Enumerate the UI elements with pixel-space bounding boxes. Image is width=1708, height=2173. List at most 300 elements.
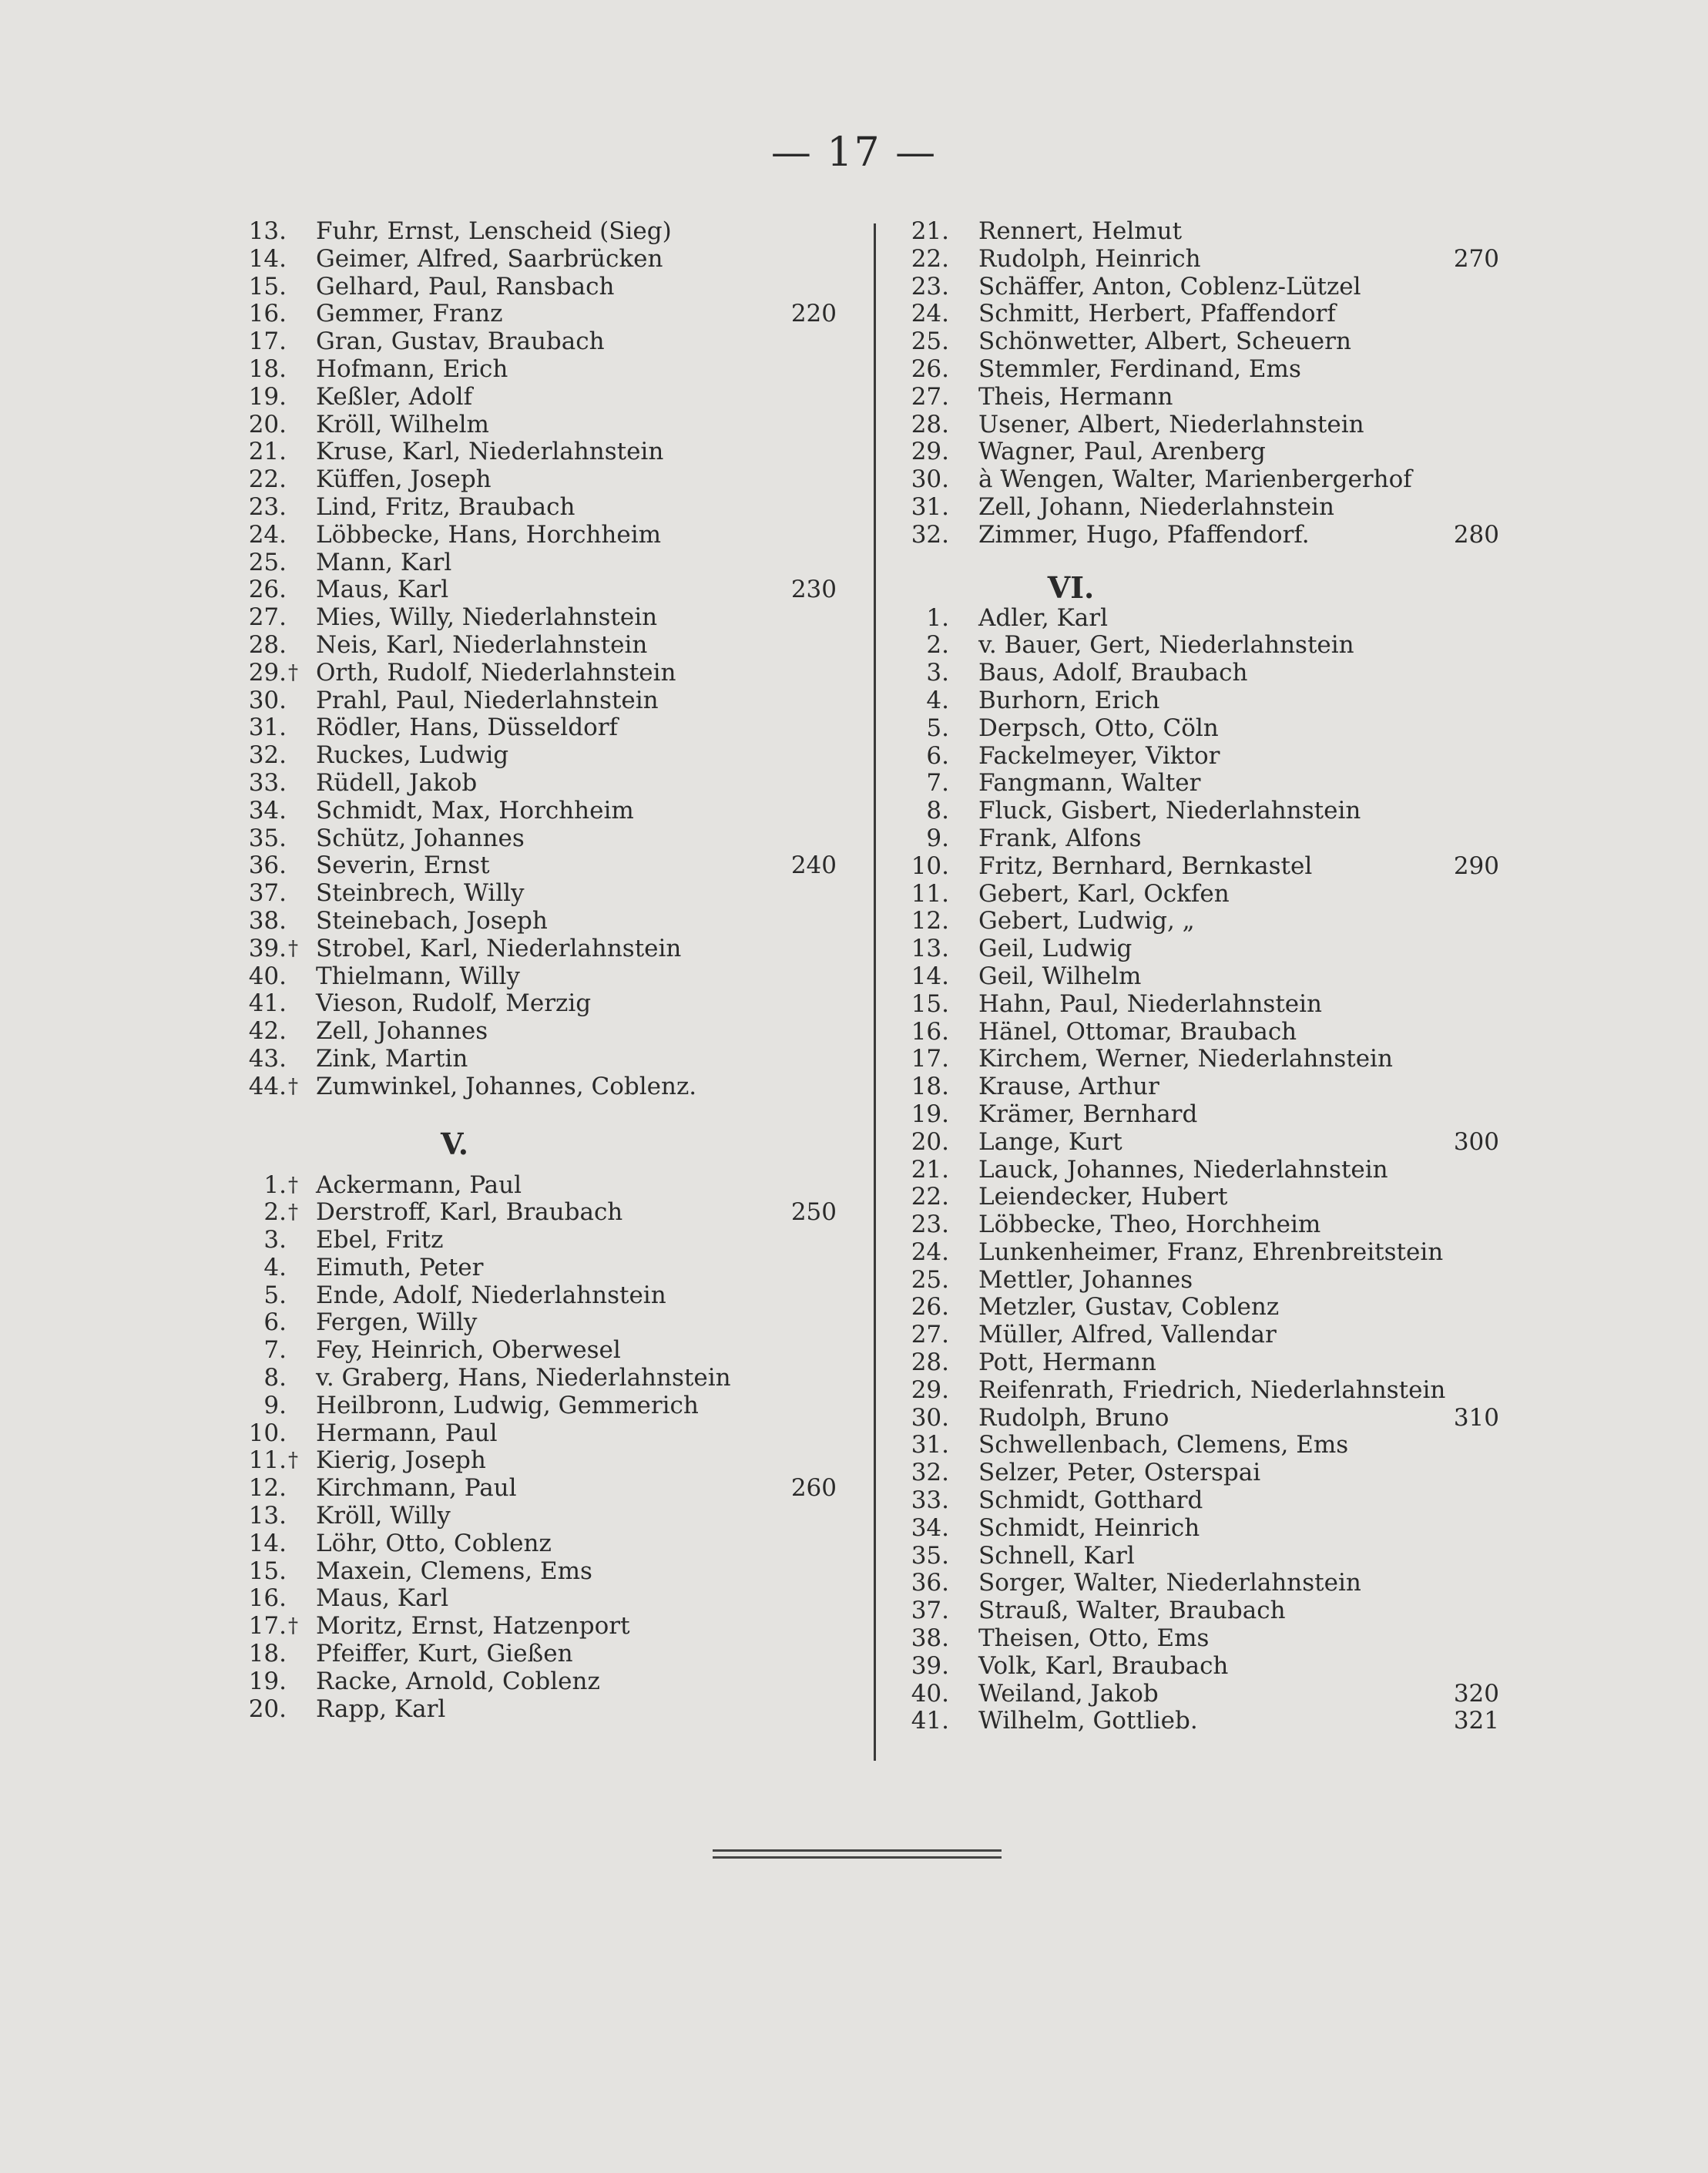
- list-item: [231, 1337, 847, 1365]
- list-item: [231, 1073, 847, 1101]
- entry-number: 11.: [248, 1446, 287, 1475]
- list-item: [231, 466, 847, 494]
- entry-name: Sorger, Walter, Niederlahnstein: [978, 1569, 1361, 1597]
- list-item: [894, 1046, 1510, 1073]
- list-item: [231, 825, 847, 853]
- member-list-continued: [231, 218, 847, 1101]
- entry-name: v. Bauer, Gert, Niederlahnstein: [978, 631, 1354, 660]
- entry-name: Müller, Alfred, Vallendar: [978, 1321, 1277, 1349]
- entry-number: 25.: [911, 1265, 949, 1294]
- entry-number: 25.: [248, 548, 287, 576]
- list-item: [231, 1199, 847, 1227]
- entry-name: Prahl, Paul, Niederlahnstein: [316, 686, 659, 714]
- entry-name: Maxein, Clemens, Ems: [316, 1557, 592, 1585]
- list-item: [231, 494, 847, 522]
- list-item: [894, 1570, 1510, 1597]
- entry-name: Gelhard, Paul, Ransbach: [316, 272, 615, 301]
- list-item: [894, 963, 1510, 991]
- entry-name: Theis, Hermann: [978, 382, 1173, 411]
- entry-number: 3.: [263, 1226, 287, 1254]
- entry-name: Kruse, Karl, Niederlahnstein: [316, 438, 664, 466]
- entry-number: 15.: [248, 1557, 287, 1585]
- list-item: [231, 522, 847, 549]
- entry-name: Gebert, Ludwig, „: [978, 907, 1195, 935]
- list-item: [894, 908, 1510, 935]
- entry-name: Usener, Albert, Niederlahnstein: [978, 410, 1364, 438]
- list-item: [894, 301, 1510, 328]
- entry-name: Steinbrech, Willy: [316, 879, 525, 908]
- list-item: [231, 660, 847, 687]
- entry-name: Strobel, Karl, Niederlahnstein: [316, 934, 682, 962]
- entry-name: Racke, Arnold, Coblenz: [316, 1667, 600, 1695]
- entry-name: Zumwinkel, Johannes, Coblenz.: [316, 1072, 697, 1100]
- list-item: [231, 798, 847, 825]
- list-item: [231, 1365, 847, 1392]
- entry-number: 29.: [911, 1375, 949, 1404]
- list-item: [894, 1681, 1510, 1708]
- list-item: [894, 328, 1510, 356]
- entry-number: 23.: [911, 272, 949, 301]
- list-item: [894, 438, 1510, 466]
- entry-name: Schönwetter, Albert, Scheuern: [978, 327, 1351, 356]
- closing-rule-bottom: [713, 1856, 1002, 1859]
- entry-number: 10.: [248, 1419, 287, 1447]
- deceased-dagger-icon: †: [288, 1614, 298, 1638]
- list-item: [231, 742, 847, 770]
- entry-name: Orth, Rudolf, Niederlahnstein: [316, 658, 676, 687]
- entry-number: 22.: [248, 465, 287, 494]
- entry-number: 13.: [248, 217, 287, 245]
- entry-number: 31.: [911, 1431, 949, 1459]
- entry-name: Rudolph, Bruno: [978, 1403, 1169, 1432]
- entry-number: 44.: [248, 1072, 287, 1100]
- list-item: [231, 604, 847, 632]
- list-item: [894, 605, 1510, 633]
- entry-number: 26.: [911, 354, 949, 383]
- list-item: [894, 1019, 1510, 1046]
- entry-number: 38.: [911, 1624, 949, 1653]
- list-item: [894, 825, 1510, 853]
- entry-name: v. Graberg, Hans, Niederlahnstein: [316, 1364, 731, 1392]
- entry-number: 1.: [263, 1170, 287, 1199]
- entry-number: 7.: [263, 1336, 287, 1365]
- entry-number: 21.: [248, 438, 287, 466]
- deceased-dagger-icon: †: [288, 660, 298, 684]
- list-item: [231, 1447, 847, 1475]
- list-item: [894, 1515, 1510, 1543]
- entry-name: Schmidt, Gotthard: [978, 1486, 1203, 1515]
- entry-name: Lunkenheimer, Franz, Ehrenbreitstein: [978, 1238, 1444, 1266]
- entry-name: Schütz, Johannes: [316, 824, 525, 852]
- entry-number: 13.: [911, 935, 949, 963]
- entry-number: 37.: [911, 1597, 949, 1625]
- entry-number: 32.: [911, 520, 949, 549]
- deceased-dagger-icon: †: [288, 1173, 298, 1197]
- list-item: [894, 218, 1510, 246]
- entry-name: Theisen, Otto, Ems: [978, 1624, 1210, 1653]
- entry-name: Zimmer, Hugo, Pfaffendorf.: [978, 520, 1310, 549]
- entry-name: Lange, Kurt: [978, 1127, 1122, 1156]
- list-item: [894, 715, 1510, 743]
- list-item: [894, 632, 1510, 660]
- entry-name: Geimer, Alfred, Saarbrücken: [316, 244, 663, 273]
- entry-number: 4.: [263, 1253, 287, 1281]
- entry-name: Rennert, Helmut: [978, 217, 1183, 245]
- entry-number: 8.: [263, 1364, 287, 1392]
- entry-number: 35.: [248, 824, 287, 852]
- list-item: [894, 687, 1510, 715]
- entry-number: 37.: [248, 879, 287, 908]
- member-list-v-continued: [894, 218, 1510, 549]
- entry-name: Ende, Adolf, Niederlahnstein: [316, 1281, 666, 1309]
- entry-name: Reifenrath, Friedrich, Niederlahnstein: [978, 1375, 1446, 1404]
- entry-number: 32.: [911, 1459, 949, 1487]
- entry-number: 36.: [248, 851, 287, 880]
- entry-name: Fluck, Gisbert, Niederlahnstein: [978, 797, 1361, 825]
- entry-number: 22.: [911, 244, 949, 273]
- entry-number: 18.: [248, 354, 287, 383]
- entry-number: 31.: [248, 714, 287, 742]
- entry-number: 19.: [911, 1100, 949, 1128]
- list-item: [894, 1349, 1510, 1377]
- entry-name: Krämer, Bernhard: [978, 1100, 1198, 1128]
- list-item: [894, 1653, 1510, 1681]
- entry-number: 28.: [911, 410, 949, 438]
- list-item: [894, 991, 1510, 1019]
- list-item: [231, 1696, 847, 1724]
- entry-number: 24.: [911, 300, 949, 328]
- entry-name: Küffen, Joseph: [316, 465, 492, 494]
- section-heading-vi: VI.: [1047, 569, 1095, 605]
- list-item: [894, 411, 1510, 439]
- entry-name: Gebert, Karl, Ockfen: [978, 879, 1230, 908]
- entry-name: Derpsch, Otto, Cöln: [978, 714, 1219, 742]
- deceased-dagger-icon: †: [288, 1074, 298, 1098]
- entry-number: 41.: [911, 1707, 949, 1735]
- list-item: [894, 853, 1510, 881]
- entry-number: 20.: [248, 410, 287, 438]
- member-list-vi: [894, 605, 1510, 1736]
- entry-number: 24.: [248, 520, 287, 549]
- list-item: [231, 1503, 847, 1530]
- entry-number: 16.: [911, 1017, 949, 1046]
- list-item: [894, 1211, 1510, 1239]
- entry-number: 23.: [911, 1211, 949, 1239]
- entry-name: Schmitt, Herbert, Pfaffendorf: [978, 300, 1336, 328]
- list-item: [894, 274, 1510, 301]
- list-item: [231, 1227, 847, 1254]
- entry-number: 18.: [248, 1640, 287, 1668]
- entry-name: Wilhelm, Gottlieb.: [978, 1707, 1198, 1735]
- entry-name: Ebel, Fritz: [316, 1226, 444, 1254]
- list-item: [894, 1597, 1510, 1625]
- entry-name: Steinebach, Joseph: [316, 906, 548, 935]
- list-item: [231, 1668, 847, 1696]
- list-item: [894, 1129, 1510, 1157]
- entry-name: Derstroff, Karl, Braubach: [316, 1198, 623, 1227]
- entry-number: 14.: [911, 962, 949, 990]
- list-item: [231, 1309, 847, 1337]
- list-item: [894, 1073, 1510, 1101]
- list-item: [894, 1322, 1510, 1349]
- entry-name: Baus, Adolf, Braubach: [978, 659, 1248, 687]
- entry-name: Fritz, Bernhard, Bernkastel: [978, 851, 1313, 880]
- list-item: [894, 770, 1510, 798]
- entry-name: Zink, Martin: [316, 1044, 468, 1073]
- entry-name: Krause, Arthur: [978, 1073, 1159, 1101]
- list-item: [231, 880, 847, 908]
- entry-name: Metzler, Gustav, Coblenz: [978, 1293, 1280, 1322]
- entry-number: 33.: [248, 768, 287, 797]
- entry-name: Leiendecker, Hubert: [978, 1183, 1228, 1211]
- list-item: [231, 1254, 847, 1282]
- list-item: [894, 660, 1510, 687]
- list-item: [894, 246, 1510, 274]
- entry-number: 8.: [926, 797, 949, 825]
- list-item: [894, 1157, 1510, 1184]
- entry-number: 26.: [248, 576, 287, 604]
- entry-number: 29.: [248, 658, 287, 687]
- entry-name: Thielmann, Willy: [316, 962, 520, 990]
- entry-name: Schwellenbach, Clemens, Ems: [978, 1431, 1349, 1459]
- entry-number: 27.: [911, 1321, 949, 1349]
- entry-number: 33.: [911, 1486, 949, 1515]
- list-item: [231, 1558, 847, 1586]
- closing-rule-top: [713, 1849, 1002, 1852]
- entry-name: Fackelmeyer, Viktor: [978, 741, 1220, 770]
- entry-number: 16.: [248, 1584, 287, 1613]
- list-item: [894, 466, 1510, 494]
- list-item: [894, 1432, 1510, 1459]
- entry-number: 11.: [911, 879, 949, 908]
- entry-number: 27.: [911, 382, 949, 411]
- section-heading-v: V.: [440, 1126, 469, 1161]
- entry-name: Hänel, Ottomar, Braubach: [978, 1017, 1297, 1046]
- running-count: 260: [790, 1474, 837, 1503]
- list-item: [231, 852, 847, 880]
- entry-name: Löbbecke, Theo, Horchheim: [978, 1211, 1321, 1239]
- list-item: [231, 246, 847, 274]
- list-item: [894, 743, 1510, 771]
- entry-name: Selzer, Peter, Osterspai: [978, 1459, 1261, 1487]
- entry-number: 2.: [263, 1198, 287, 1227]
- list-item: [894, 1184, 1510, 1211]
- entry-name: Lauck, Johannes, Niederlahnstein: [978, 1155, 1388, 1184]
- entry-number: 39.: [911, 1651, 949, 1680]
- entry-number: 34.: [911, 1513, 949, 1542]
- entry-name: Pott, Hermann: [978, 1348, 1156, 1377]
- list-item: [894, 494, 1510, 522]
- running-count: 270: [1453, 244, 1499, 273]
- entry-name: Rudolph, Heinrich: [978, 244, 1201, 273]
- entry-number: 40.: [248, 962, 287, 990]
- entry-name: Moritz, Ernst, Hatzenport: [316, 1612, 630, 1641]
- entry-name: Eimuth, Peter: [316, 1253, 484, 1281]
- entry-number: 26.: [911, 1293, 949, 1322]
- list-item: [894, 1708, 1510, 1735]
- running-count: 300: [1453, 1127, 1499, 1156]
- list-item: [231, 301, 847, 328]
- entry-name: Vieson, Rudolf, Merzig: [316, 989, 592, 1018]
- entry-name: Schmidt, Heinrich: [978, 1513, 1200, 1542]
- entry-name: Heilbronn, Ludwig, Gemmerich: [316, 1391, 699, 1419]
- entry-name: à Wengen, Walter, Marienbergerhof: [978, 465, 1412, 494]
- list-item: [231, 1392, 847, 1420]
- list-item: [894, 935, 1510, 963]
- list-item: [894, 1405, 1510, 1432]
- deceased-dagger-icon: †: [288, 936, 298, 960]
- entry-number: 43.: [248, 1044, 287, 1073]
- list-item: [231, 328, 847, 356]
- left-column: [231, 218, 847, 1723]
- entry-number: 2.: [926, 631, 949, 660]
- entry-name: Mann, Karl: [316, 548, 452, 576]
- entry-name: Schnell, Karl: [978, 1541, 1135, 1570]
- entry-number: 40.: [911, 1679, 949, 1708]
- entry-name: Rödler, Hans, Düsseldorf: [316, 714, 619, 742]
- list-item: [231, 1641, 847, 1668]
- list-item: [894, 1543, 1510, 1570]
- list-item: [231, 411, 847, 439]
- entry-name: Kirchem, Werner, Niederlahnstein: [978, 1045, 1393, 1073]
- entry-name: Frank, Alfons: [978, 824, 1142, 852]
- list-item: [894, 798, 1510, 825]
- entry-name: Keßler, Adolf: [316, 382, 473, 411]
- entry-name: Rüdell, Jakob: [316, 768, 478, 797]
- entry-name: Schäffer, Anton, Coblenz-Lützel: [978, 272, 1361, 301]
- list-item: [894, 384, 1510, 411]
- entry-name: Fey, Heinrich, Oberwesel: [316, 1336, 621, 1365]
- entry-name: Hermann, Paul: [316, 1419, 498, 1447]
- list-item: [231, 576, 847, 604]
- entry-number: 15.: [911, 989, 949, 1018]
- entry-name: Löhr, Otto, Coblenz: [316, 1529, 552, 1557]
- running-count: 321: [1453, 1707, 1499, 1735]
- entry-name: Wagner, Paul, Arenberg: [978, 438, 1266, 466]
- entry-name: Maus, Karl: [316, 1584, 449, 1613]
- entry-number: 4.: [926, 686, 949, 714]
- list-item: [231, 908, 847, 935]
- list-item: [231, 1613, 847, 1641]
- entry-number: 6.: [926, 741, 949, 770]
- list-item: [231, 687, 847, 715]
- running-count: 280: [1453, 520, 1499, 549]
- list-item: [894, 881, 1510, 908]
- list-item: [231, 1420, 847, 1448]
- list-item: [231, 438, 847, 466]
- entry-number: 19.: [248, 382, 287, 411]
- entry-number: 28.: [248, 630, 287, 659]
- list-item: [231, 384, 847, 411]
- entry-number: 39.: [248, 934, 287, 962]
- entry-number: 28.: [911, 1348, 949, 1377]
- entry-number: 41.: [248, 989, 287, 1018]
- entry-name: Zell, Johannes: [316, 1017, 488, 1046]
- entry-number: 22.: [911, 1183, 949, 1211]
- entry-name: Mettler, Johannes: [978, 1265, 1193, 1294]
- entry-number: 1.: [926, 603, 949, 632]
- entry-name: Ackermann, Paul: [316, 1170, 522, 1199]
- entry-number: 23.: [248, 492, 287, 521]
- list-item: [231, 1530, 847, 1558]
- entry-number: 19.: [248, 1667, 287, 1695]
- entry-number: 7.: [926, 769, 949, 798]
- entry-name: Fuhr, Ernst, Lenscheid (Sieg): [316, 217, 672, 245]
- list-item: [894, 1459, 1510, 1487]
- entry-name: Strauß, Walter, Braubach: [978, 1597, 1286, 1625]
- entry-name: Neis, Karl, Niederlahnstein: [316, 630, 648, 659]
- deceased-dagger-icon: †: [288, 1449, 298, 1473]
- list-item: [231, 1046, 847, 1073]
- list-item: [231, 549, 847, 577]
- entry-number: 20.: [911, 1127, 949, 1156]
- entry-number: 34.: [248, 796, 287, 825]
- list-item: [231, 1282, 847, 1310]
- entry-number: 27.: [248, 603, 287, 632]
- list-item: [894, 522, 1510, 549]
- list-item: [231, 218, 847, 246]
- entry-number: 38.: [248, 906, 287, 935]
- entry-name: Kröll, Willy: [316, 1502, 451, 1530]
- list-item: [894, 1487, 1510, 1515]
- column-divider: [874, 223, 876, 1761]
- list-item: [231, 632, 847, 660]
- entry-number: 42.: [248, 1017, 287, 1046]
- list-item: [894, 1377, 1510, 1405]
- entry-number: 14.: [248, 244, 287, 273]
- entry-number: 20.: [248, 1694, 287, 1723]
- list-item: [231, 1475, 847, 1503]
- entry-number: 21.: [911, 217, 949, 245]
- entry-name: Gran, Gustav, Braubach: [316, 327, 605, 356]
- entry-number: 29.: [911, 438, 949, 466]
- entry-name: Maus, Karl: [316, 576, 449, 604]
- entry-name: Kirchmann, Paul: [316, 1474, 517, 1503]
- entry-name: Ruckes, Ludwig: [316, 741, 509, 770]
- entry-number: 31.: [911, 492, 949, 521]
- entry-number: 17.: [248, 1612, 287, 1641]
- list-item: [231, 990, 847, 1018]
- list-item: [894, 1625, 1510, 1653]
- list-item: [894, 1239, 1510, 1267]
- list-item: [231, 963, 847, 991]
- entry-number: 6.: [263, 1308, 287, 1337]
- running-count: 250: [790, 1198, 837, 1227]
- entry-name: Löbbecke, Hans, Horchheim: [316, 520, 662, 549]
- entry-name: Fangmann, Walter: [978, 769, 1201, 798]
- running-count: 240: [790, 851, 837, 880]
- deceased-dagger-icon: †: [288, 1201, 298, 1224]
- entry-name: Volk, Karl, Braubach: [978, 1651, 1229, 1680]
- running-count: 320: [1453, 1679, 1499, 1708]
- entry-number: 30.: [911, 465, 949, 494]
- entry-name: Mies, Willy, Niederlahnstein: [316, 603, 658, 632]
- list-item: [231, 274, 847, 301]
- entry-number: 5.: [263, 1281, 287, 1309]
- entry-number: 10.: [911, 851, 949, 880]
- entry-name: Weiland, Jakob: [978, 1679, 1159, 1708]
- list-item: [894, 1267, 1510, 1295]
- entry-name: Lind, Fritz, Braubach: [316, 492, 575, 521]
- entry-name: Hahn, Paul, Niederlahnstein: [978, 989, 1323, 1018]
- entry-number: 16.: [248, 300, 287, 328]
- entry-name: Kierig, Joseph: [316, 1446, 486, 1475]
- list-item: [894, 1294, 1510, 1322]
- running-count: 310: [1453, 1403, 1499, 1432]
- entry-number: 24.: [911, 1238, 949, 1266]
- entry-number: 30.: [911, 1403, 949, 1432]
- entry-number: 14.: [248, 1529, 287, 1557]
